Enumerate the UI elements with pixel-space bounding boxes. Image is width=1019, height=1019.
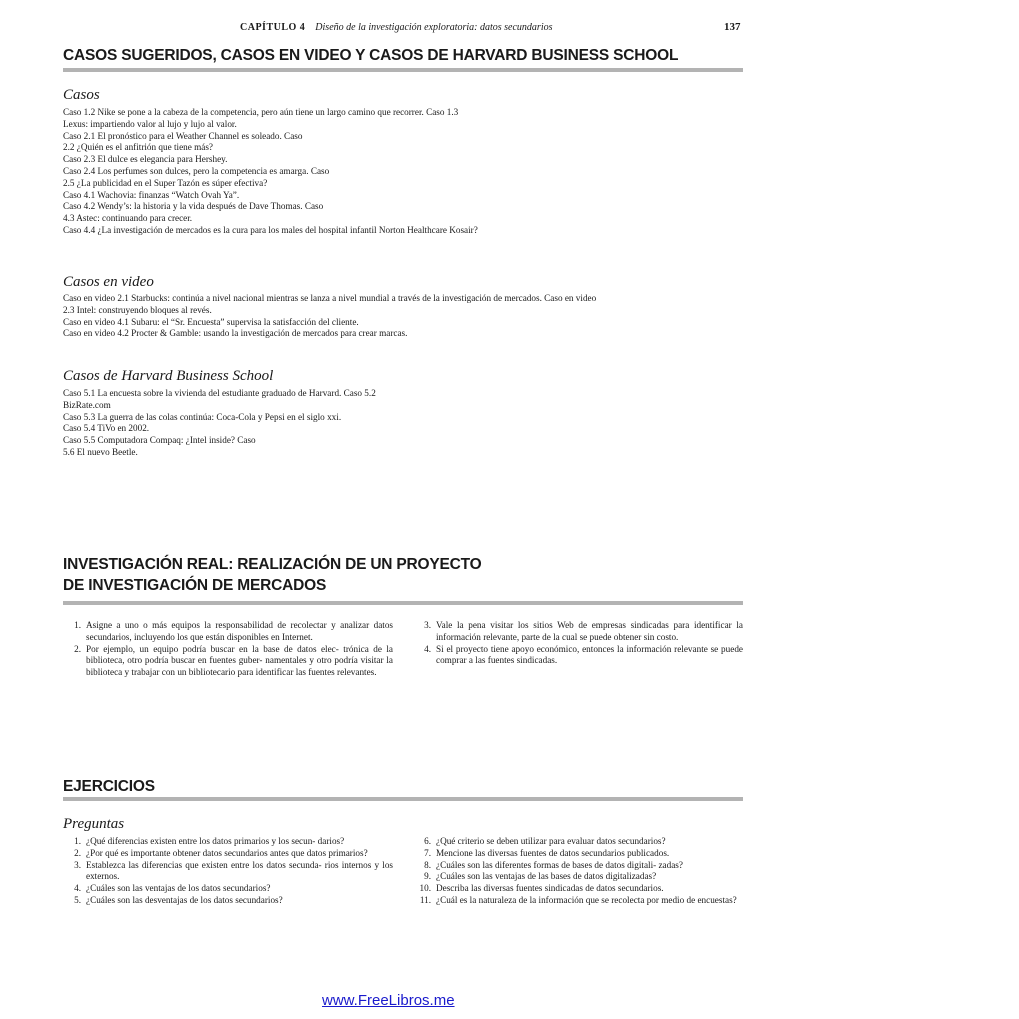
list-item [63, 848, 393, 860]
item-number: 10. [419, 883, 431, 894]
list-item [413, 871, 743, 883]
case-line: Caso en video 4.2 Procter & Gamble: usando la investigación de mercados para crear marcas. [63, 328, 408, 339]
item-number: 3. [424, 620, 431, 630]
casos-subheading: Casos [63, 87, 100, 103]
page-number: 137 [724, 21, 741, 33]
item-text: Asigne a uno o más equipos la responsabilidad de recolectar y analizar datos secundarios, incluyendo los que están disponibles en Internet. [86, 620, 393, 642]
item-text: ¿Cuáles son las ventajas de los datos secundarios? [86, 883, 271, 894]
section-rule [63, 797, 743, 801]
item-text: ¿Qué diferencias existen entre los datos primarios y los secun- darios? [86, 836, 345, 846]
cases-section-heading: CASOS SUGERIDOS, CASOS EN VIDEO Y CASOS DE HARVARD BUSINESS SCHOOL [63, 47, 679, 64]
casos-list [63, 107, 743, 237]
list-item [63, 895, 393, 907]
project-heading-line-2: DE INVESTIGACIÓN DE MERCADOS [63, 577, 327, 594]
exercises-section-heading: EJERCICIOS [63, 778, 155, 795]
questions-list-left [63, 836, 393, 907]
case-line: Caso 2.4 Los perfumes son dulces, pero la competencia es amarga. Caso [63, 165, 330, 176]
case-line: Caso en video 4.1 Subaru: el “Sr. Encuesta” supervisa la satisfacción del cliente. [63, 316, 359, 327]
case-line: Caso 4.2 Wendy’s: la historia y la vida después de Dave Thomas. Caso [63, 201, 324, 212]
list-item [413, 895, 743, 907]
item-text: Por ejemplo, un equipo podría buscar en la base de datos elec- trónica de la biblioteca, otro podría buscar en fuentes guber- namentales y otro podría visitar la biblioteca y trabajar con un bibliotecario para identificar las fuentes relevantes. [86, 643, 393, 678]
case-line: 2.3 Intel: construyendo bloques al revés. [63, 304, 212, 315]
project-section-heading [63, 554, 743, 596]
list-item [413, 860, 743, 872]
item-text: ¿Por qué es importante obtener datos secundarios antes que datos primarios? [86, 847, 368, 858]
item-number: 1. [74, 620, 81, 630]
item-text: Si el proyecto tiene apoyo económico, entonces la información relevante se puede comprar a las fuentes sindicadas. [436, 643, 743, 666]
item-number: 4. [424, 643, 431, 654]
case-line: Caso 5.3 La guerra de las colas continúa: Coca-Cola y Pepsi en el siglo xxi. [63, 411, 342, 422]
section-rule [63, 68, 743, 72]
item-text: Mencione las diversas fuentes de datos secundarios publicados. [436, 847, 670, 858]
case-line: Caso 4.1 Wachovia: finanzas “Watch Ovah Ya”. [63, 189, 240, 200]
case-line: Caso en video 2.1 Starbucks: continúa a nivel nacional mientras se lanza a nivel mundial a través de la investigación de mercados. Caso en video [63, 293, 597, 303]
item-text: ¿Qué criterio se deben utilizar para evaluar datos secundarios? [436, 836, 666, 846]
list-item [63, 860, 393, 884]
case-line: 2.5 ¿La publicidad en el Super Tazón es súper efectiva? [63, 177, 268, 188]
chapter-label: CAPÍTULO 4 [240, 22, 306, 33]
case-line: Lexus: impartiendo valor al lujo y lujo al valor. [63, 118, 237, 129]
item-text: Establezca las diferencias que existen entre los datos secunda- rios internos y los externos. [86, 859, 393, 882]
item-number: 7. [424, 847, 431, 858]
list-item [63, 836, 393, 848]
list-item [413, 644, 743, 668]
case-line: 5.6 El nuevo Beetle. [63, 446, 138, 457]
item-text: ¿Cuáles son las desventajas de los datos secundarios? [86, 894, 283, 905]
item-number: 6. [424, 836, 431, 846]
case-line: 2.2 ¿Quién es el anfitrión que tiene más? [63, 142, 214, 153]
case-line: Caso 2.3 El dulce es elegancia para Hershey. [63, 154, 228, 165]
item-text: Vale la pena visitar los sitios Web de empresas sindicadas para identificar la información relevante, parte de la cual se puede obtener sin costo. [436, 620, 743, 642]
item-text: Describa las diversas fuentes sindicadas de datos secundarios. [436, 883, 664, 894]
item-text: ¿Cuál es la naturaleza de la información que se recolecta por medio de encuestas? [436, 894, 737, 905]
list-item [413, 620, 743, 644]
item-number: 3. [74, 859, 81, 870]
footer-link[interactable]: www.FreeLibros.me [322, 992, 455, 1009]
list-item [63, 644, 393, 679]
list-item [63, 620, 393, 644]
list-item [413, 848, 743, 860]
item-text: ¿Cuáles son las ventajas de las bases de datos digitalizadas? [436, 871, 657, 882]
section-rule [63, 601, 743, 605]
questions-list-right [413, 836, 743, 907]
case-line: Caso 5.4 TiVo en 2002. [63, 423, 150, 434]
item-number: 9. [424, 871, 431, 882]
case-line: Caso 4.4 ¿La investigación de mercados es la cura para los males del hospital infantil Norton Healthcare Kosair? [63, 224, 478, 235]
case-line: Caso 2.1 El pronóstico para el Weather Channel es soleado. Caso [63, 130, 303, 141]
case-line: Caso 5.1 La encuesta sobre la vivienda del estudiante graduado de Harvard. Caso 5.2 [63, 388, 376, 398]
item-number: 5. [74, 894, 81, 905]
project-heading-line-1: INVESTIGACIÓN REAL: REALIZACIÓN DE UN PROYECTO [63, 556, 482, 573]
case-line: BizRate.com [63, 399, 111, 410]
case-line: Caso 5.5 Computadora Compaq: ¿Intel inside? Caso [63, 435, 256, 446]
chapter-title: Diseño de la investigación exploratoria: datos secundarios [315, 22, 553, 33]
questions-subheading: Preguntas [63, 816, 125, 832]
item-number: 8. [424, 859, 431, 870]
running-header [240, 22, 600, 33]
item-number: 1. [74, 836, 81, 846]
harvard-cases-list [63, 388, 743, 459]
list-item [413, 836, 743, 848]
project-list-right [413, 620, 743, 667]
video-cases-list [63, 293, 743, 340]
case-line: Caso 1.2 Nike se pone a la cabeza de la competencia, pero aún tiene un largo camino que recorrer. Caso 1.3 [63, 107, 459, 117]
project-list-left [63, 620, 393, 679]
item-number: 2. [74, 643, 81, 654]
list-item [63, 883, 393, 895]
harvard-cases-subheading: Casos de Harvard Business School [63, 368, 274, 384]
item-number: 4. [74, 883, 81, 894]
item-number: 2. [74, 847, 81, 858]
case-line: 4.3 Astec: continuando para crecer. [63, 213, 193, 224]
item-number: 11. [419, 894, 431, 905]
video-cases-subheading: Casos en video [63, 274, 154, 290]
list-item [413, 883, 743, 895]
item-text: ¿Cuáles son las diferentes formas de bases de datos digitali- zadas? [436, 859, 683, 870]
